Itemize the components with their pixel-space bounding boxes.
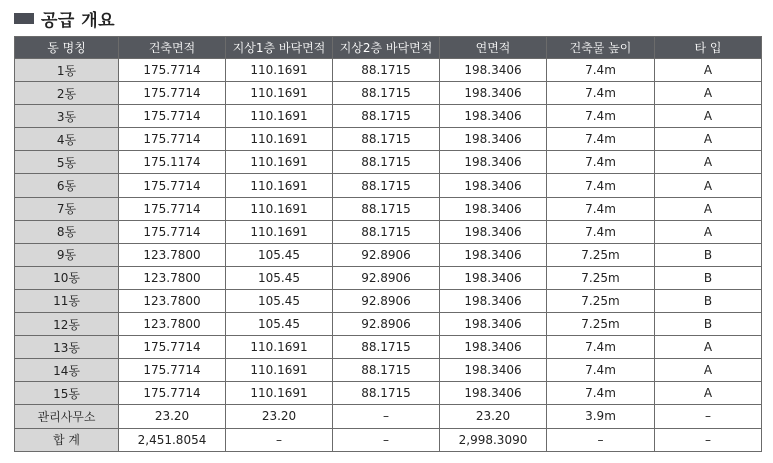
row-label-cell: 12동 [15,313,119,336]
column-header: 타 입 [655,37,762,59]
table-cell: 7.4m [547,82,655,105]
table-cell: – [547,428,655,451]
table-cell: – [226,428,333,451]
table-cell: 198.3406 [440,313,547,336]
row-label-cell: 3동 [15,105,119,128]
table-cell: 7.4m [547,128,655,151]
table-cell: 198.3406 [440,174,547,197]
column-header: 지상2층 바닥면적 [333,37,440,59]
table-cell: 7.25m [547,266,655,289]
table-cell: 88.1715 [333,174,440,197]
table-cell: 88.1715 [333,59,440,82]
table-cell: A [655,174,762,197]
table-cell: A [655,359,762,382]
table-row [15,105,762,128]
table-cell: 175.7714 [119,359,226,382]
table-cell: 123.7800 [119,313,226,336]
table-cell: 198.3406 [440,266,547,289]
table-cell: – [333,405,440,428]
table-cell: 23.20 [119,405,226,428]
row-label-cell: 14동 [15,359,119,382]
row-label-cell: 13동 [15,336,119,359]
table-row [15,266,762,289]
table-cell: 198.3406 [440,105,547,128]
table-cell: 2,451.8054 [119,428,226,451]
heading-bar-icon [14,13,34,24]
table-row [15,382,762,405]
table-cell: 110.1691 [226,174,333,197]
table-cell: 123.7800 [119,289,226,312]
table-cell: 175.7714 [119,128,226,151]
table-cell: 7.4m [547,59,655,82]
table-cell: 7.25m [547,313,655,336]
table-cell: 7.4m [547,151,655,174]
row-label-cell: 8동 [15,220,119,243]
table-cell: 198.3406 [440,82,547,105]
table-cell: 123.7800 [119,266,226,289]
table-cell: 88.1715 [333,105,440,128]
table-cell: 7.4m [547,220,655,243]
table-cell: 3.9m [547,405,655,428]
table-cell: 198.3406 [440,197,547,220]
table-cell: – [655,405,762,428]
table-cell: A [655,336,762,359]
table-cell: 175.7714 [119,82,226,105]
table-cell: 88.1715 [333,151,440,174]
table-cell: A [655,151,762,174]
table-cell: 7.4m [547,382,655,405]
table-cell: 175.7714 [119,174,226,197]
row-label-cell: 관리사무소 [15,405,119,428]
table-cell: 110.1691 [226,220,333,243]
table-cell: B [655,266,762,289]
table-cell: 7.4m [547,174,655,197]
row-label-cell: 합 계 [15,428,119,451]
table-cell: 110.1691 [226,151,333,174]
table-cell: 198.3406 [440,336,547,359]
table-row [15,243,762,266]
table-row [15,151,762,174]
table-row [15,428,762,451]
table-cell: A [655,382,762,405]
column-header: 연면적 [440,37,547,59]
table-cell: 198.3406 [440,243,547,266]
table-cell: 7.4m [547,336,655,359]
table-cell: 7.25m [547,289,655,312]
table-cell: 110.1691 [226,336,333,359]
table-cell: 198.3406 [440,359,547,382]
table-cell: 175.7714 [119,382,226,405]
table-row [15,405,762,428]
table-cell: 105.45 [226,289,333,312]
table-cell: 198.3406 [440,128,547,151]
row-label-cell: 10동 [15,266,119,289]
table-cell: 92.8906 [333,289,440,312]
table-cell: 175.7714 [119,336,226,359]
table-cell: A [655,59,762,82]
row-label-cell: 6동 [15,174,119,197]
table-row [15,128,762,151]
table-row [15,174,762,197]
table-cell: 110.1691 [226,59,333,82]
table-cell: 7.25m [547,243,655,266]
table-cell: B [655,289,762,312]
table-cell: 198.3406 [440,59,547,82]
table-row [15,82,762,105]
table-cell: 110.1691 [226,382,333,405]
table-cell: 88.1715 [333,82,440,105]
table-row [15,313,762,336]
supply-overview-table [14,36,762,452]
row-label-cell: 11동 [15,289,119,312]
table-cell: 88.1715 [333,128,440,151]
section-heading [14,6,115,30]
row-label-cell: 15동 [15,382,119,405]
row-label-cell: 2동 [15,82,119,105]
table-cell: 198.3406 [440,382,547,405]
table-row [15,220,762,243]
table-cell: A [655,197,762,220]
table-header-row [15,37,762,59]
table-cell: 88.1715 [333,197,440,220]
table-cell: 110.1691 [226,82,333,105]
table-row [15,59,762,82]
row-label-cell: 1동 [15,59,119,82]
table-cell: 123.7800 [119,243,226,266]
row-label-cell: 4동 [15,128,119,151]
table-row [15,289,762,312]
column-header: 동 명칭 [15,37,119,59]
table-cell: 92.8906 [333,313,440,336]
table-cell: 88.1715 [333,220,440,243]
table-cell: 110.1691 [226,105,333,128]
table-cell: 23.20 [440,405,547,428]
row-label-cell: 9동 [15,243,119,266]
table-cell: 23.20 [226,405,333,428]
table-cell: 110.1691 [226,128,333,151]
column-header: 건축면적 [119,37,226,59]
table-cell: 7.4m [547,197,655,220]
table-cell: B [655,243,762,266]
table-cell: 175.7714 [119,197,226,220]
table-cell: 110.1691 [226,359,333,382]
table-cell: 175.7714 [119,59,226,82]
row-label-cell: 5동 [15,151,119,174]
table-cell: 7.4m [547,105,655,128]
page-title: 공급 개요 [41,10,116,31]
table-cell: B [655,313,762,336]
row-label-cell: 7동 [15,197,119,220]
table-cell: A [655,128,762,151]
table-cell: 92.8906 [333,266,440,289]
table-cell: A [655,105,762,128]
table-cell: 175.7714 [119,220,226,243]
table-cell: 88.1715 [333,359,440,382]
table-row [15,336,762,359]
table-cell: A [655,220,762,243]
table-cell: 7.4m [547,359,655,382]
table-cell: 175.7714 [119,105,226,128]
table-cell: 198.3406 [440,220,547,243]
table-cell: 92.8906 [333,243,440,266]
column-header: 건축물 높이 [547,37,655,59]
table-cell: 198.3406 [440,151,547,174]
table-cell: 88.1715 [333,336,440,359]
table-cell: 105.45 [226,266,333,289]
table-cell: A [655,82,762,105]
table-cell: 88.1715 [333,382,440,405]
table-row [15,359,762,382]
table-cell: 198.3406 [440,289,547,312]
table-cell: 175.1174 [119,151,226,174]
table-cell: 2,998.3090 [440,428,547,451]
table-cell: – [655,428,762,451]
table-cell: 110.1691 [226,197,333,220]
table-cell: 105.45 [226,243,333,266]
table-cell: – [333,428,440,451]
table-cell: 105.45 [226,313,333,336]
table-row [15,197,762,220]
column-header: 지상1층 바닥면적 [226,37,333,59]
